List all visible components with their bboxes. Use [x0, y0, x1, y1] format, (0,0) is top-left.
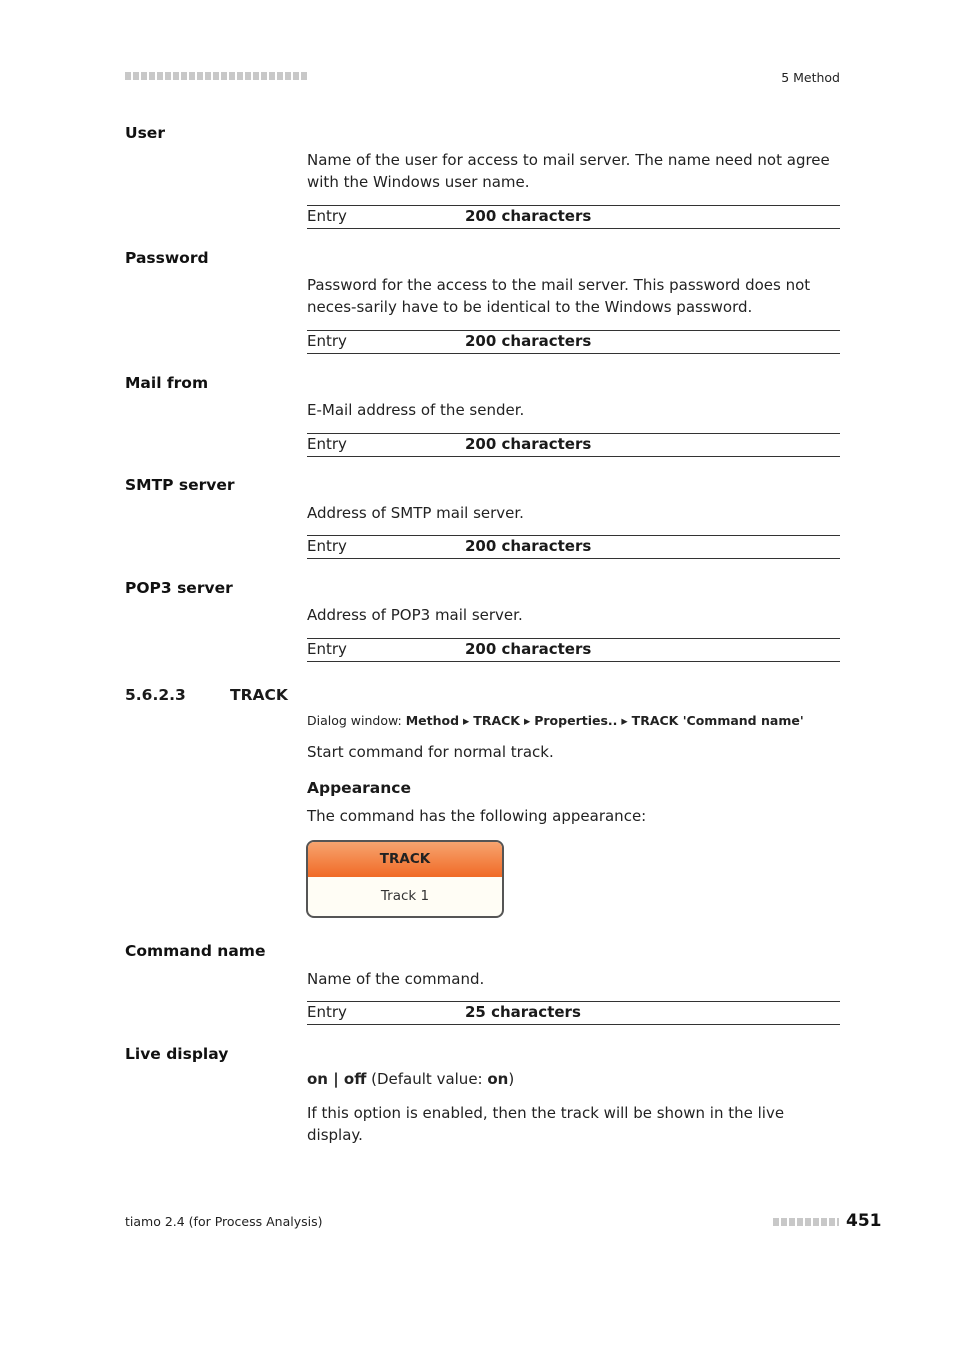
command-box-name: Track 1	[380, 888, 430, 904]
term-command-name: Command name	[125, 942, 266, 960]
entry-value: 200 characters	[465, 332, 592, 350]
entry-label: Entry	[307, 207, 347, 225]
section-number: 5.6.2.3	[125, 686, 186, 704]
command-box-title: TRACK	[308, 842, 502, 877]
term-pop3-server: POP3 server	[125, 579, 233, 597]
description-live-display: If this option is enabled, then the track will be shown in the live display.	[307, 1104, 785, 1144]
description-mail-from: E-Mail address of the sender.	[307, 401, 525, 419]
footer-decoration	[773, 1218, 839, 1226]
entry-label: Entry	[307, 537, 347, 555]
breadcrumb-item: Method	[405, 713, 460, 728]
entry-row-user	[307, 205, 840, 229]
entry-row-command-name	[307, 1001, 840, 1025]
breadcrumb-prefix: Dialog window:	[307, 713, 406, 728]
description-user: Name of the user for access to mail server. The name need not agree with the Windows user name.	[307, 151, 830, 191]
breadcrumb-item: Properties..	[534, 713, 618, 728]
default-suffix: )	[508, 1070, 515, 1088]
triangle-right-icon: ▸	[463, 713, 470, 728]
footer-product: tiamo 2.4 (for Process Analysis)	[125, 1214, 323, 1229]
description-pop3-server: Address of POP3 mail server.	[307, 606, 523, 624]
entry-row-pop3-server	[307, 638, 840, 662]
triangle-right-icon: ▸	[621, 713, 628, 728]
entry-row-smtp-server	[307, 535, 840, 559]
triangle-right-icon: ▸	[523, 713, 531, 728]
default-value: on	[487, 1070, 509, 1088]
header-decoration	[125, 72, 307, 80]
entry-value: 200 characters	[465, 537, 592, 555]
option-values: on | off	[307, 1070, 367, 1088]
section-title: TRACK	[230, 686, 288, 704]
entry-value: 200 characters	[465, 207, 592, 225]
breadcrumb	[307, 713, 804, 728]
description-smtp-server: Address of SMTP mail server.	[307, 504, 524, 522]
term-user: User	[125, 124, 165, 142]
live-display-options	[307, 1070, 514, 1088]
entry-row-mail-from	[307, 433, 840, 457]
entry-value: 200 characters	[465, 435, 592, 453]
description-command-name: Name of the command.	[307, 970, 485, 988]
entry-label: Entry	[307, 332, 347, 350]
entry-label: Entry	[307, 435, 347, 453]
term-smtp-server: SMTP server	[125, 476, 235, 494]
entry-label: Entry	[307, 1003, 347, 1021]
breadcrumb-item: TRACK	[473, 713, 520, 728]
entry-row-password	[307, 330, 840, 354]
entry-value: 200 characters	[465, 640, 592, 658]
entry-value: 25 characters	[465, 1003, 581, 1021]
default-prefix: (Default value:	[366, 1070, 488, 1088]
description-password: Password for the access to the mail server. This password does not neces-sarily have to be identical to the Windows password.	[307, 276, 811, 316]
command-appearance-box	[306, 840, 504, 918]
entry-label: Entry	[307, 640, 347, 658]
chapter-label: 5 Method	[781, 70, 840, 85]
term-mail-from: Mail from	[125, 374, 209, 392]
page-number: 451	[846, 1211, 882, 1231]
breadcrumb-item: TRACK 'Command name'	[631, 713, 804, 728]
term-live-display: Live display	[125, 1045, 229, 1063]
appearance-heading: Appearance	[307, 779, 411, 797]
section-intro: Start command for normal track.	[307, 743, 554, 761]
term-password: Password	[125, 249, 209, 267]
appearance-text: The command has the following appearance:	[307, 807, 647, 825]
